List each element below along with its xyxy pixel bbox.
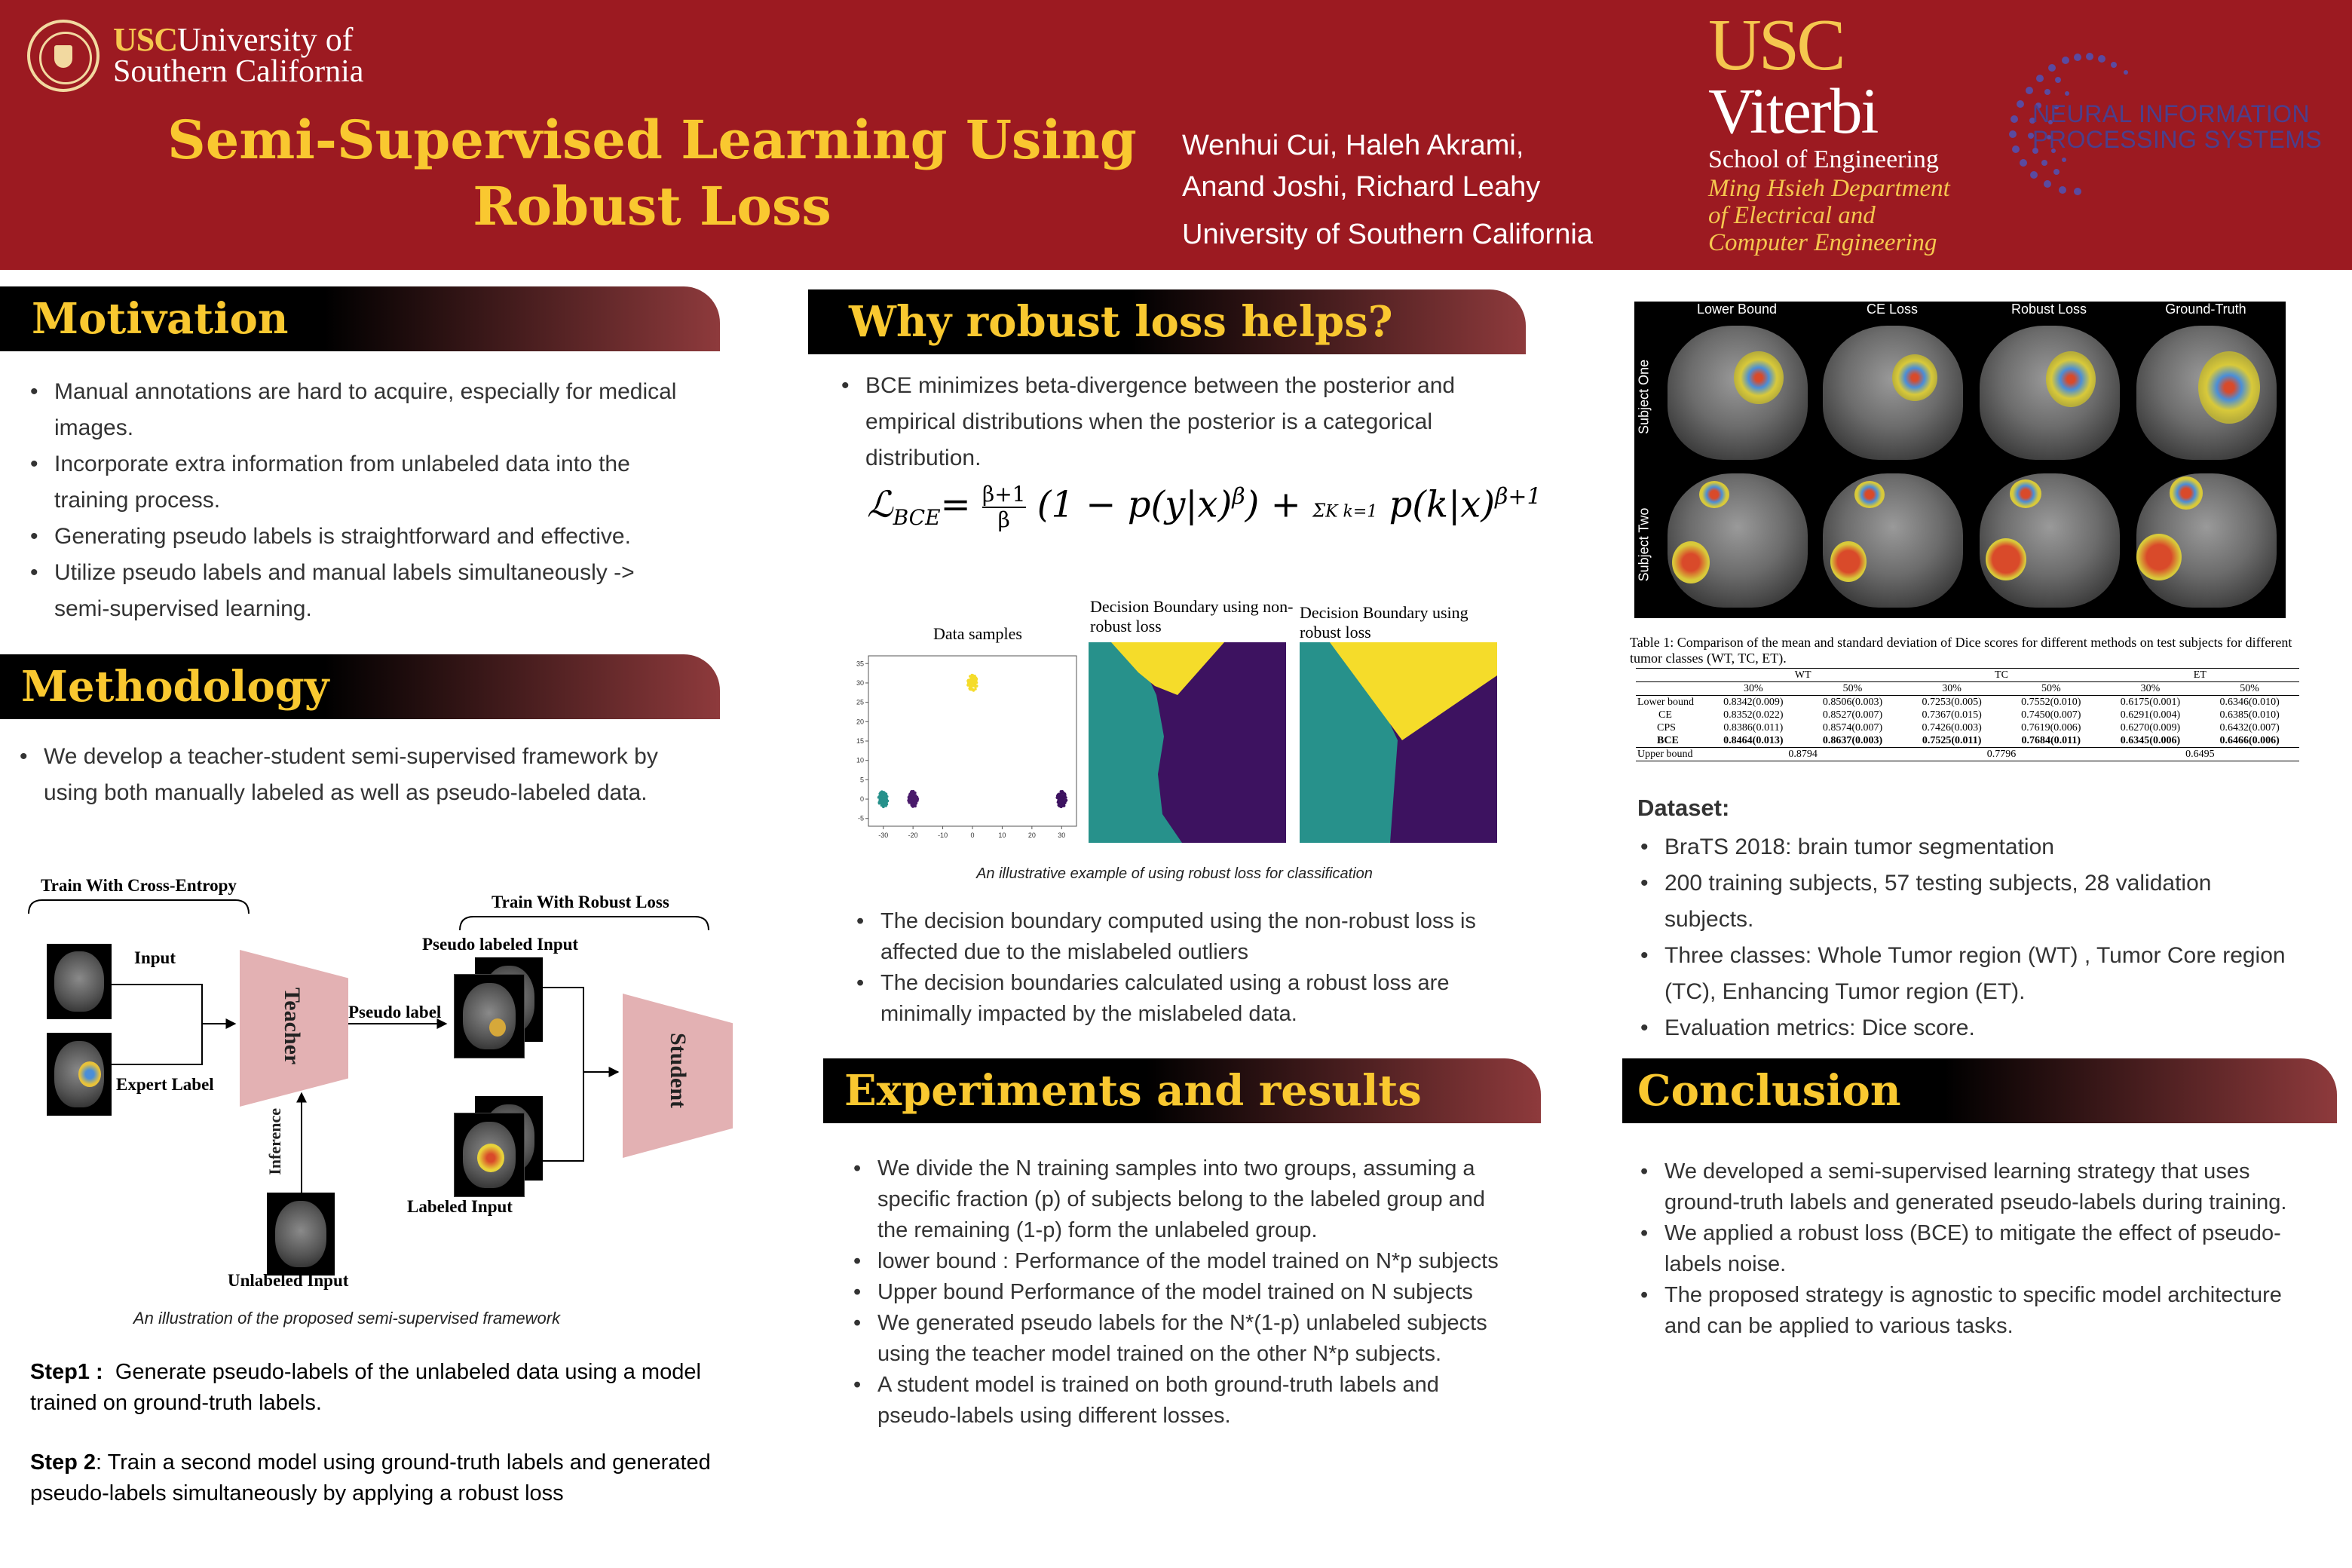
scatter-point — [969, 675, 972, 678]
expert-label-mri-image — [47, 1033, 112, 1116]
table-cell: 0.7525(0.011) — [1922, 735, 1982, 746]
scatter-point — [966, 684, 969, 687]
grid-cell — [2130, 469, 2283, 612]
formula-exp2: β+1 — [1495, 483, 1542, 510]
formula-lhs: ℒ — [867, 483, 893, 526]
table-cell: Upper bound — [1636, 748, 1704, 761]
table-sub-header: 30% — [1902, 682, 2001, 696]
plot2-title: Decision Boundary using non-robust loss — [1090, 597, 1294, 635]
formula-part2: ) + — [1245, 483, 1313, 526]
table-cell: 0.7367(0.015) — [1922, 709, 1982, 721]
poster-title — [151, 107, 1153, 240]
table-cell: 0.7619(0.006) — [2021, 722, 2081, 733]
list-item: • We generated pseudo labels for the N*(1-p) unlabeled subjects using the teacher model trained on the other N*p subjects. — [853, 1308, 1517, 1370]
viterbi-usc: USC — [1708, 5, 1843, 86]
scatter-point — [1060, 790, 1063, 793]
table-row — [1636, 721, 2299, 734]
motivation-heading: Motivation — [0, 286, 720, 351]
usc-logo-bold: USC — [113, 21, 178, 58]
table-cell: 0.8637(0.003) — [1822, 735, 1883, 746]
pseudo-labeled-input-label: Pseudo labeled Input — [422, 935, 579, 954]
col-head-ce-loss: CE Loss — [1866, 302, 1919, 317]
scatter-point — [968, 687, 971, 690]
pseudo-label-label: Pseudo label — [348, 1003, 442, 1021]
inference-label: Inference — [265, 1108, 284, 1175]
scatter-point — [972, 689, 975, 692]
scatter-point — [1061, 802, 1064, 805]
list-item: • Manual annotations are hard to acquire, especially for medical images. — [30, 374, 694, 446]
scatter-point — [975, 681, 978, 684]
table-cell: 0.8464(0.013) — [1723, 735, 1784, 746]
train-ce-label: Train With Cross-Entropy — [41, 876, 237, 895]
title-line2: Robust Loss — [473, 175, 831, 237]
table-cell: 0.6345(0.006) — [2120, 735, 2181, 746]
labeled-input-label: Labeled Input — [407, 1197, 513, 1216]
col-head-lower-bound: Lower Bound — [1696, 302, 1778, 317]
authors — [1182, 125, 1540, 208]
table-sub-header: 30% — [1704, 682, 1803, 696]
affiliation: University of Southern California — [1182, 219, 1593, 250]
table-row — [1636, 669, 2299, 682]
table-cell: 0.7684(0.011) — [2021, 735, 2081, 746]
labeled-stack-front-image — [454, 1113, 525, 1197]
grid-cell — [1817, 469, 1969, 612]
scatter-point — [1062, 792, 1065, 795]
y-tick-label: -5 — [857, 814, 864, 822]
y-tick-label: 20 — [856, 718, 864, 726]
segmentation-results-grid — [1634, 302, 2286, 618]
x-tick-label: 10 — [998, 831, 1006, 839]
formula-part1: (1 − p(y|x) — [1037, 483, 1233, 526]
input-label: Input — [134, 948, 176, 967]
grid-cell — [1817, 321, 1969, 464]
scatter-point — [916, 799, 919, 802]
usc-seal-icon — [27, 20, 100, 92]
scatter-point — [910, 804, 913, 807]
list-item: • BraTS 2018: brain tumor segmentation — [1640, 829, 2304, 865]
scatter-point — [916, 796, 919, 799]
dataset-heading: Dataset: — [1637, 795, 1730, 821]
scatter-point — [972, 681, 975, 684]
experiments-heading: Experiments and results — [823, 1058, 1541, 1123]
viterbi-dept1: Ming Hsieh Department — [1708, 175, 1950, 202]
scatter-point — [973, 685, 976, 688]
methodology-heading: Methodology — [0, 654, 720, 719]
list-item: • We develop a teacher-student semi-supervised framework by using both manually labeled as well as pseudo-labeled data. — [20, 739, 683, 811]
y-tick-label: 0 — [859, 795, 864, 804]
table-cell: Lower bound — [1636, 696, 1704, 709]
conclusion-heading: Conclusion — [1622, 1058, 2337, 1123]
table-cell: CPS — [1657, 722, 1676, 733]
list-item: • BCE minimizes beta-divergence between the posterior and empirical distributions when the posterior is a categorical distribution. — [841, 368, 1520, 476]
table-row — [1636, 734, 2299, 748]
list-item: • Utilize pseudo labels and manual labels simultaneously -> semi-supervised learning. — [30, 555, 694, 627]
x-tick-label: 30 — [1058, 831, 1066, 839]
table-group-header: WT — [1704, 669, 1902, 682]
scatter-point — [887, 800, 890, 803]
plot3-title: Decision Boundary using robust loss — [1300, 603, 1468, 642]
table-cell: 0.6385(0.010) — [2219, 709, 2280, 721]
table-row — [1636, 682, 2299, 696]
table-sub-header: 30% — [2101, 682, 2200, 696]
table-cell: CE — [1658, 709, 1672, 721]
student-label: Student — [666, 1033, 691, 1109]
table-cell: 0.8352(0.022) — [1723, 709, 1784, 721]
scatter-point — [880, 790, 884, 793]
table-row — [1636, 748, 2299, 761]
scatter-point — [884, 798, 887, 801]
formula-sum-limits: K k=1 — [1325, 502, 1378, 522]
table-cell: 0.8527(0.007) — [1822, 709, 1883, 721]
list-item: • Three classes: Whole Tumor region (WT) , Tumor Core region (TC), Enhancing Tumor region (ET). — [1640, 938, 2304, 1010]
authors-line1: Wenhui Cui, Haleh Akrami, — [1182, 130, 1524, 161]
table-cell: BCE — [1657, 735, 1679, 746]
dataset-list — [1640, 829, 2304, 1046]
results-table — [1636, 668, 2299, 761]
table-sub-header: 50% — [1803, 682, 1903, 696]
scatter-point — [1061, 799, 1064, 802]
grid-cell — [1974, 321, 2126, 464]
grid-cell — [2130, 321, 2283, 464]
table-cell: 0.6346(0.010) — [2200, 696, 2299, 709]
boundary-robust-plot — [1300, 642, 1497, 843]
scatter-point — [967, 681, 970, 684]
table-cell: 0.6495 — [2101, 748, 2299, 761]
table-cell: 0.7796 — [1902, 748, 2100, 761]
why-list — [841, 368, 1520, 476]
grid-cell — [1661, 321, 1814, 464]
table-cell: 0.7253(0.005) — [1902, 696, 2001, 709]
scatter-point — [884, 804, 887, 807]
scatter-point — [911, 792, 914, 795]
y-tick-label: 30 — [856, 678, 864, 687]
bce-formula: ℒ$_{BCE}$= $\frac{\beta+1}{\beta}$ $(1 - p(y|x)^\beta) + \Sigma K$ k=1 $p(k|x)^{\beta+1}$ — [867, 482, 1542, 532]
viterbi-name: Viterbi — [1708, 75, 1878, 147]
step2-paragraph — [30, 1447, 724, 1509]
x-tick-label: -20 — [908, 831, 918, 839]
y-tick-label: 35 — [856, 660, 864, 668]
table-cell: 0.8342(0.009) — [1704, 696, 1803, 709]
scatter-point — [1058, 797, 1061, 800]
why-results-list — [856, 906, 1520, 1030]
list-item: • 200 training subjects, 57 testing subjects, 28 validation subjects. — [1640, 865, 2304, 938]
formula-part3: p(k|x) — [1389, 483, 1496, 526]
input-mri-image — [47, 944, 112, 1019]
table-cell: 0.8794 — [1704, 748, 1902, 761]
methodology-list — [20, 739, 683, 811]
scatter-point — [975, 676, 978, 679]
neurips-line1: NEURAL INFORMATION — [2032, 100, 2311, 127]
unlabeled-input-mri-image — [267, 1193, 335, 1276]
row-head-subject-one: Subject One — [1636, 359, 1652, 435]
brace-ce — [29, 900, 249, 914]
table-cell: 0.6270(0.009) — [2120, 722, 2181, 733]
scatter-plot — [843, 650, 1084, 850]
brace-robust — [460, 917, 709, 930]
step1-text: Generate pseudo-labels of the unlabeled data using a model trained on ground-truth labels. — [30, 1360, 701, 1415]
formula-exp1: β — [1232, 483, 1245, 510]
table-sub-header: 50% — [2001, 682, 2101, 696]
scatter-point — [913, 798, 916, 801]
plot1-title: Data samples — [933, 624, 1022, 643]
framework-caption: An illustration of the proposed semi-supervised framework — [133, 1309, 561, 1328]
train-robust-label: Train With Robust Loss — [492, 893, 669, 911]
table-row — [1636, 709, 2299, 721]
table-group-header: ET — [2101, 669, 2299, 682]
col-head-robust-loss: Robust Loss — [2011, 302, 2087, 317]
table-cell: 0.8506(0.003) — [1803, 696, 1903, 709]
scatter-point — [884, 795, 887, 798]
unlabeled-input-label: Unlabeled Input — [228, 1271, 349, 1290]
step1-paragraph — [30, 1357, 724, 1419]
list-item: • Generating pseudo labels is straightforward and effective. — [30, 519, 694, 555]
teacher-label: Teacher — [280, 988, 305, 1065]
formula-fraction — [982, 482, 1025, 532]
scatter-point — [913, 795, 916, 798]
usc-logo-line2: Southern California — [113, 54, 364, 89]
table-cell: 0.8574(0.007) — [1822, 722, 1883, 733]
scatter-point — [914, 804, 917, 807]
formula-frac-num: β+1 — [982, 482, 1026, 507]
formula-lhs-sub: BCE — [893, 505, 941, 531]
list-item: • The decision boundary computed using the non-robust loss is affected due to the mislabeled outliers — [856, 906, 1520, 968]
table-cell: 0.7450(0.007) — [2021, 709, 2081, 721]
col-head-ground-truth: Ground-Truth — [2165, 302, 2246, 317]
y-tick-label: 10 — [856, 756, 864, 764]
list-item: • We divide the N training samples into two groups, assuming a specific fraction (p) of subjects belong to the labeled group and the remaining (1-p) form the unlabeled group. — [853, 1153, 1517, 1246]
scatter-point — [1060, 806, 1063, 809]
list-item: • A student model is trained on both ground-truth labels and pseudo-labels using different losses. — [853, 1370, 1517, 1432]
title-line1: Semi-Supervised Learning Using — [167, 109, 1137, 171]
boundary-nonrobust-plot — [1089, 642, 1286, 843]
scatter-point — [1062, 795, 1065, 798]
y-tick-label: 5 — [859, 776, 864, 784]
list-item: • The decision boundaries calculated using a robust loss are minimally impacted by the mislabeled data. — [856, 968, 1520, 1030]
table-cell: 0.8386(0.011) — [1723, 722, 1784, 733]
table-cell: 0.6466(0.006) — [2219, 735, 2280, 746]
list-item: • lower bound : Performance of the model trained on N*p subjects — [853, 1246, 1517, 1277]
viterbi-dept3: Computer Engineering — [1708, 229, 1937, 256]
experiments-list — [853, 1153, 1517, 1432]
scatter-point — [880, 804, 884, 807]
x-tick-label: 20 — [1027, 831, 1036, 839]
list-item: • We developed a semi-supervised learning strategy that uses ground-truth labels and generated pseudo-labels during training. — [1640, 1156, 2304, 1218]
grid-cell — [1661, 469, 1814, 612]
table-sub-header: 50% — [2200, 682, 2299, 696]
scatter-point — [909, 799, 912, 802]
row-head-subject-two: Subject Two — [1636, 507, 1652, 582]
list-item: • Upper bound Performance of the model trained on N subjects — [853, 1277, 1517, 1308]
neurips-text — [2032, 101, 2322, 152]
viterbi-logo — [1708, 5, 1950, 256]
x-tick-label: -10 — [938, 831, 948, 839]
usc-logo-line1: University of — [177, 21, 354, 58]
table-cell: 0.6175(0.001) — [2101, 696, 2200, 709]
y-tick-label: 25 — [856, 698, 864, 706]
neurips-line2: PROCESSING SYSTEMS — [2032, 126, 2323, 153]
table-cell: 0.6432(0.007) — [2219, 722, 2280, 733]
conclusion-list — [1640, 1156, 2304, 1342]
poster-header — [0, 0, 2352, 270]
table-group-header: TC — [1902, 669, 2100, 682]
viterbi-school: School of Engineering — [1708, 145, 1939, 173]
table-cell: 0.7552(0.010) — [2001, 696, 2101, 709]
viterbi-dept2: of Electrical and — [1708, 202, 1876, 229]
pseudo-stack-front-image — [454, 974, 525, 1058]
step2-text: : Train a second model using ground-truth labels and generated pseudo-labels simultaneously by applying a robust loss — [30, 1450, 711, 1505]
list-item: • We applied a robust loss (BCE) to mitigate the effect of pseudo-labels noise. — [1640, 1218, 2304, 1280]
list-item: • Incorporate extra information from unlabeled data into the training process. — [30, 446, 694, 519]
usc-logo — [27, 20, 363, 92]
x-tick-label: 0 — [970, 831, 975, 839]
expert-label-label: Expert Label — [116, 1075, 214, 1094]
formula-sum: Σ — [1312, 500, 1326, 522]
scatter-point — [878, 795, 881, 798]
step2-label: Step 2 — [30, 1450, 96, 1475]
scatter-point — [880, 800, 884, 803]
table-cell: 0.7426(0.003) — [1922, 722, 1982, 733]
table-row — [1636, 696, 2299, 709]
robust-caption: An illustrative example of using robust loss for classification — [976, 865, 1373, 882]
scatter-point — [1064, 800, 1067, 803]
list-item: • The proposed strategy is agnostic to specific model architecture and can be applied to various tasks. — [1640, 1280, 2304, 1342]
table-cell: 0.6291(0.004) — [2120, 709, 2181, 721]
formula-frac-den: β — [997, 507, 1010, 532]
x-tick-label: -30 — [878, 831, 889, 839]
table-caption: Table 1: Comparison of the mean and standard deviation of Dice scores for different methods on test subjects for different tumor classes (WT, TC, ET). — [1630, 635, 2292, 666]
why-heading: Why robust loss helps? — [808, 289, 1526, 354]
authors-line2: Anand Joshi, Richard Leahy — [1182, 171, 1541, 203]
motivation-list — [30, 374, 694, 627]
list-item: • Evaluation metrics: Dice score. — [1640, 1010, 2304, 1046]
grid-cell — [1974, 469, 2126, 612]
y-tick-label: 15 — [856, 737, 864, 745]
step1-label: Step1 : — [30, 1360, 103, 1384]
